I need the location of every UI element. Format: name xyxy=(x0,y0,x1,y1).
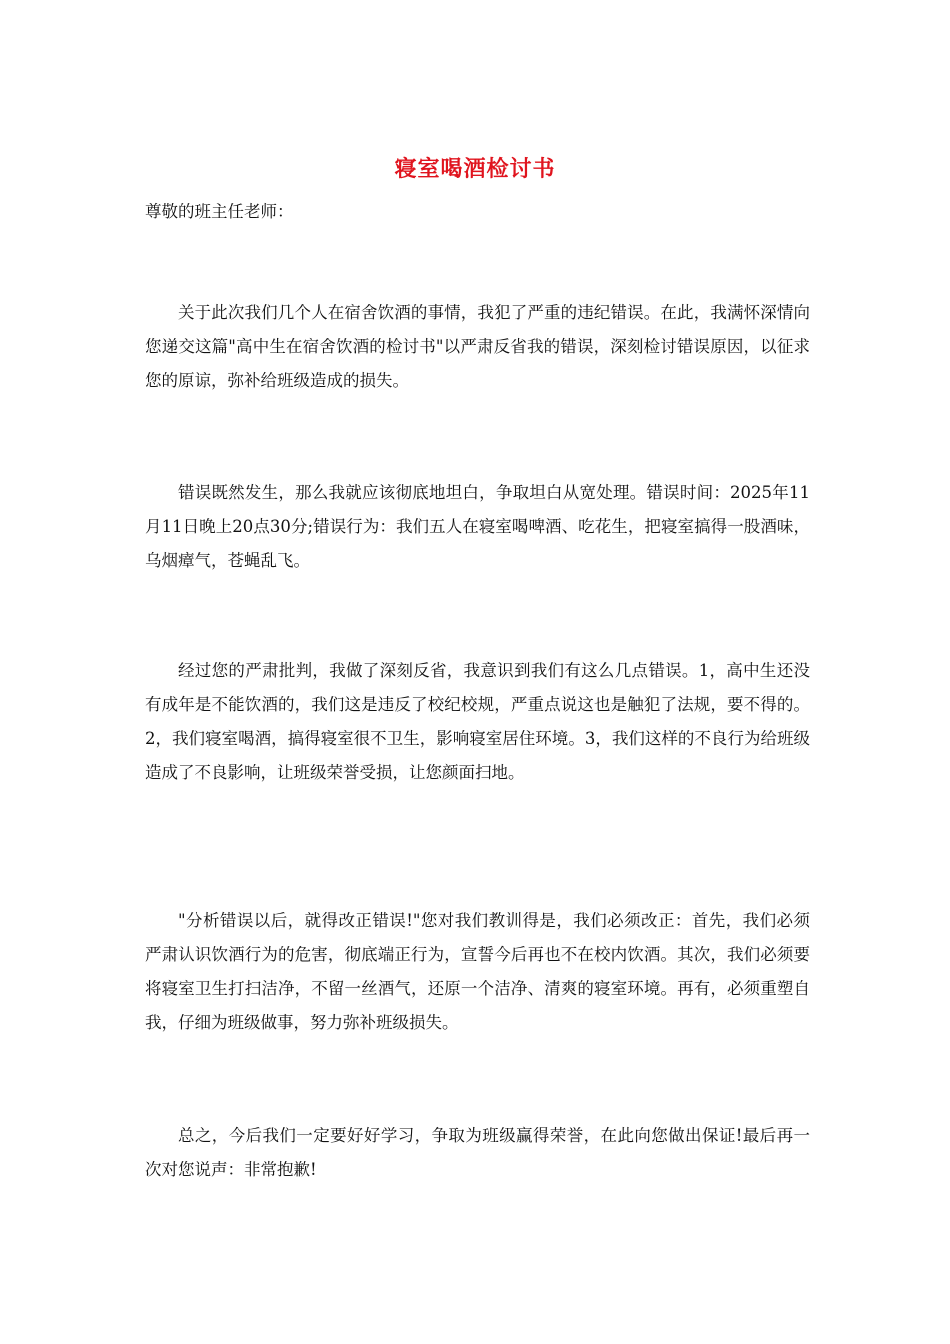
paragraph-2: 错误既然发生，那么我就应该彻底地坦白，争取坦白从宽处理。错误时间：2025年11月11日晚上20点30分;错误行为：我们五人在寝室喝啤酒、吃花生，把寝室搞得一股酒味，乌烟瘴气，苍蝇乱飞。 xyxy=(145,483,810,570)
salutation: 尊敬的班主任老师： xyxy=(145,202,294,221)
document-title: 寝室喝酒检讨书 xyxy=(394,156,556,182)
paragraph-3: 经过您的严肃批判，我做了深刻反省，我意识到我们有这么几点错误。1，高中生还没有成年是不能饮酒的，我们这是违反了校纪校规，严重点说这也是触犯了法规，要不得的。2，我们寝室喝酒，搞得寝室很不卫生，影响寝室居住环境。3，我们这样的不良行为给班级造成了不良影响，让班级荣誉受损，让您颜面扫地。 xyxy=(145,661,810,782)
paragraph-5: 总之，今后我们一定要好好学习，争取为班级赢得荣誉，在此向您做出保证!最后再一次对您说声：非常抱歉! xyxy=(145,1126,810,1179)
paragraph-1: 关于此次我们几个人在宿舍饮酒的事情，我犯了严重的违纪错误。在此，我满怀深情向您递交这篇"高中生在宿舍饮酒的检讨书"以严肃反省我的错误，深刻检讨错误原因，以征求您的原谅，弥补给班级造成的损失。 xyxy=(145,303,810,390)
paragraph-4: "分析错误以后，就得改正错误!"您对我们教训得是，我们必须改正：首先，我们必须严肃认识饮酒行为的危害，彻底端正行为，宣誓今后再也不在校内饮酒。其次，我们必须要将寝室卫生打扫洁净，不留一丝酒气，还原一个洁净、清爽的寝室环境。再有，必须重塑自我，仔细为班级做事，努力弥补班级损失。 xyxy=(145,911,810,1032)
